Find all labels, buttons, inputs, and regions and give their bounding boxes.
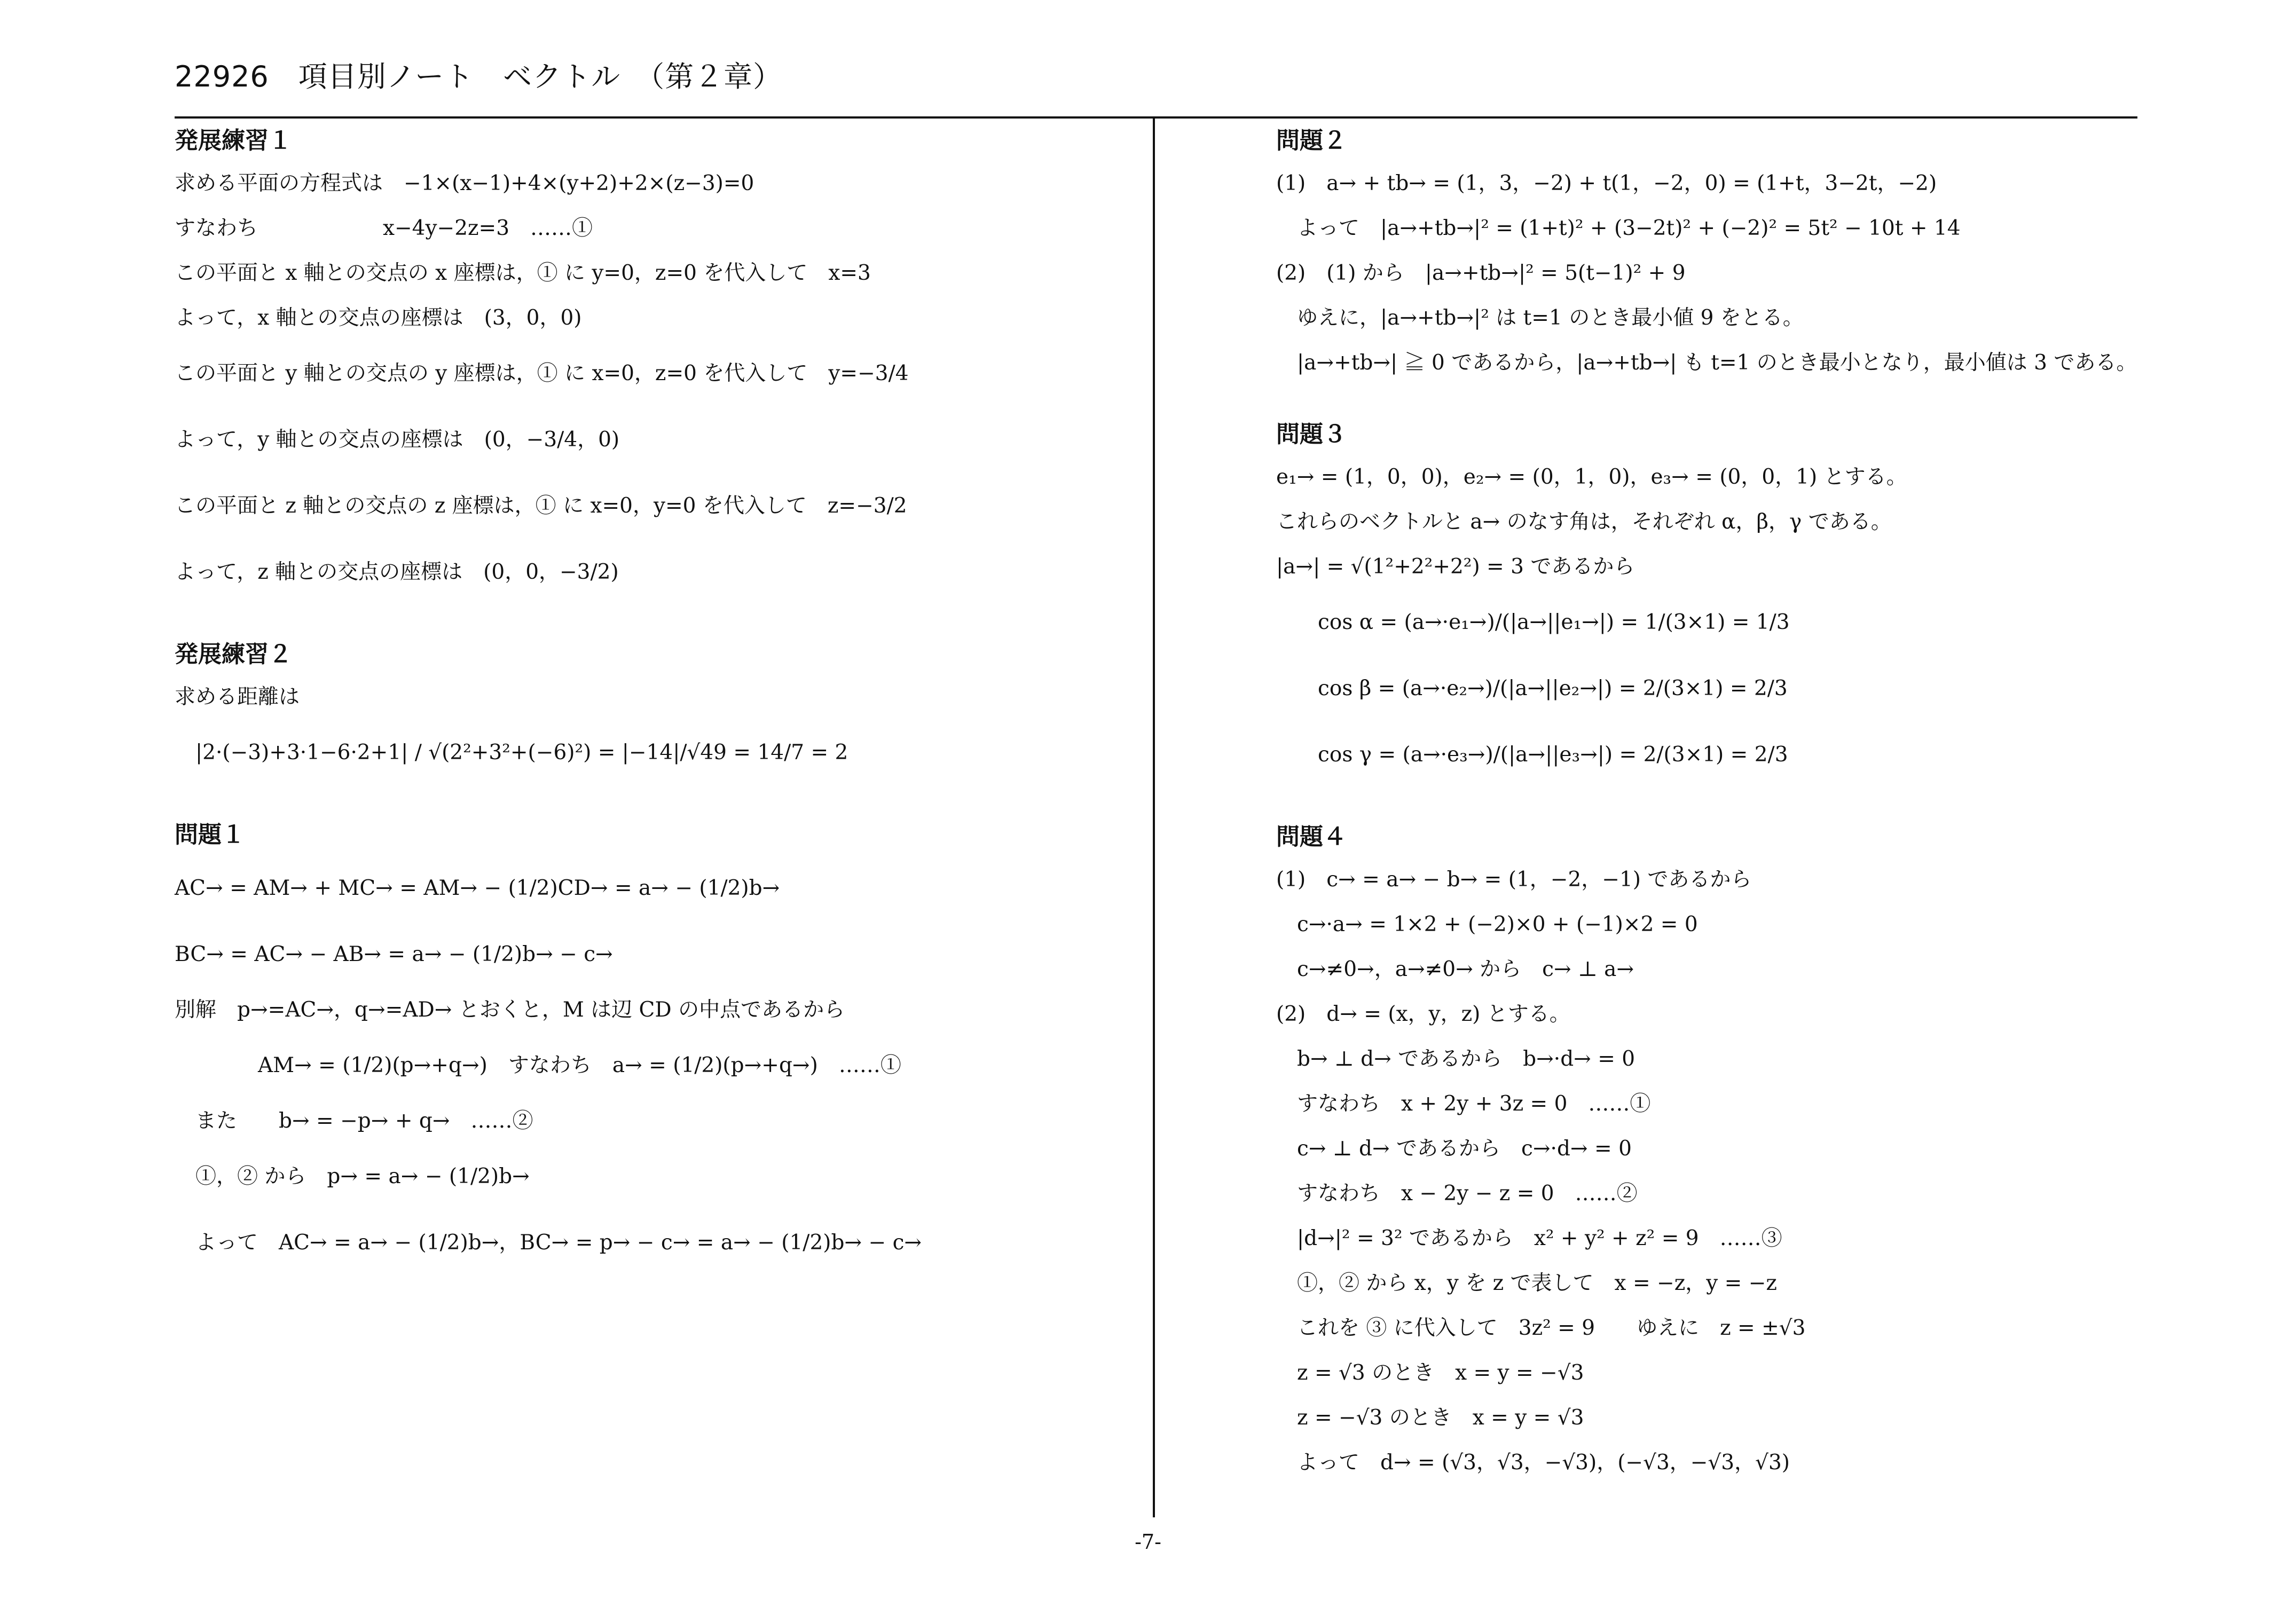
text-line: c→ ⊥ d→ であるから c→·d→ = 0 xyxy=(1276,1137,1632,1161)
text-line: e₁→ = (1，0，0)，e₂→ = (0，1，0)，e₃→ = (0，0，1) とする。 xyxy=(1276,465,1907,489)
text-line: |d→|² = 3² であるから x² + y² + z² = 9 ……③ xyxy=(1276,1226,1782,1250)
text-line: この平面と z 軸との交点の z 座標は，① に x=0，y=0 を代入して z=−3/2 xyxy=(175,494,907,518)
text-line: z = −√3 のとき x = y = √3 xyxy=(1276,1406,1584,1430)
section-mondai-3 xyxy=(1276,418,2130,788)
text-line: また b→ = −p→ + q→ ……② xyxy=(175,1109,533,1133)
text-line: 求める距離は xyxy=(175,685,300,709)
text-line: 別解 p→=AC→，q→=AD→ とおくと，M は辺 CD の中点であるから xyxy=(175,998,845,1022)
text-line: すなわち x−4y−2z=3 ……① xyxy=(175,216,593,240)
text-line: ゆえに，|a→+tb→|² は t=1 のとき最小値 9 をとる。 xyxy=(1276,306,1804,330)
column-divider xyxy=(1153,119,1155,1517)
page-number: -7- xyxy=(1135,1530,1161,1554)
text-line: BC→ = AC→ − AB→ = a→ − (1/2)b→ − c→ xyxy=(175,942,613,966)
text-line: よって AC→ = a→ − (1/2)b→，BC→ = p→ − c→ = a→ − (1/2)b→ − c→ xyxy=(175,1231,922,1255)
text-line: AM→ = (1/2)(p→+q→) すなわち a→ = (1/2)(p→+q→) ……① xyxy=(175,1053,901,1077)
text-line: c→·a→ = 1×2 + (−2)×0 + (−1)×2 = 0 xyxy=(1276,912,1698,936)
text-line: この平面と y 軸との交点の y 座標は，① に x=0，z=0 を代入して y=−3/4 xyxy=(175,361,909,385)
left-column xyxy=(175,122,1136,1276)
text-line: よって，y 軸との交点の座標は (0，−3/4，0) xyxy=(175,428,620,452)
header-rule xyxy=(175,116,2137,119)
text-line: ①，② から x，y を z で表して x = −z，y = −z xyxy=(1276,1271,1777,1295)
text-line: |a→+tb→| ≧ 0 であるから，|a→+tb→| も t=1 のとき最小となり，最小値は 3 である。 xyxy=(1276,351,2137,375)
text-line: これらのベクトルと a→ のなす角は，それぞれ α，β，γ である。 xyxy=(1276,510,1892,534)
section-title: 問題２ xyxy=(1276,127,1347,154)
section-title: 発展練習１ xyxy=(175,127,292,154)
section-title: 問題１ xyxy=(175,821,245,848)
text-line: cos γ = (a→·e₃→)/(|a→||e₃→|) = 2/(3×1) = 2/3 xyxy=(1276,743,1788,767)
text-line: 求める平面の方程式は −1×(x−1)+4×(y+2)+2×(z−3)=0 xyxy=(175,171,754,195)
text-line: よって，x 軸との交点の座標は (3，0，0) xyxy=(175,306,582,330)
text-line: c→≠0→，a→≠0→ から c→ ⊥ a→ xyxy=(1276,957,1634,981)
section-title: 発展練習２ xyxy=(175,641,292,668)
section-mondai-2 xyxy=(1276,124,2137,385)
text-line: これを ③ に代入して 3z² = 9 ゆえに z = ±√3 xyxy=(1276,1316,1806,1340)
text-line: この平面と x 軸との交点の x 座標は，① に y=0，z=0 を代入して x=3 xyxy=(175,261,871,285)
text-line: AC→ = AM→ + MC→ = AM→ − (1/2)CD→ = a→ − (1/2)b→ xyxy=(175,876,780,900)
text-line: b→ ⊥ d→ であるから b→·d→ = 0 xyxy=(1276,1047,1635,1071)
text-line: cos α = (a→·e₁→)/(|a→||e₁→|) = 1/(3×1) = 1/3 xyxy=(1276,610,1790,634)
section-title: 問題３ xyxy=(1276,421,1347,448)
text-line: z = √3 のとき x = y = −√3 xyxy=(1276,1361,1584,1385)
text-line: (1) a→ + tb→ = (1，3，−2) + t(1，−2，0) = (1+t，3−2t，−2) xyxy=(1276,171,1937,195)
section-hatten-renshu-2 xyxy=(175,637,1136,786)
page-header: 22926 項目別ノート ベクトル （第２章） xyxy=(175,60,783,93)
text-line: |a→| = √(1²+2²+2²) = 3 であるから xyxy=(1276,555,1635,579)
text-line: |2·(−3)+3·1−6·2+1| / √(2²+3²+(−6)²) = |−14|/√49 = 14/7 = 2 xyxy=(175,741,848,765)
text-line: (1) c→ = a→ − b→ = (1，−2，−1) であるから xyxy=(1276,868,1752,892)
text-line: よって，z 軸との交点の座標は (0，0，−3/2) xyxy=(175,560,619,584)
right-column xyxy=(1276,122,2137,1485)
text-line: よって d→ = (√3，√3，−√3)，(−√3，−√3，√3) xyxy=(1276,1451,1790,1475)
text-line: よって |a→+tb→|² = (1+t)² + (3−2t)² + (−2)² = 5t² − 10t + 14 xyxy=(1276,216,1961,240)
section-title: 問題４ xyxy=(1276,823,1347,851)
section-mondai-4 xyxy=(1276,820,2130,1485)
section-hatten-renshu-1 xyxy=(175,124,1136,605)
text-line: ①，② から p→ = a→ − (1/2)b→ xyxy=(175,1164,530,1188)
text-line: cos β = (a→·e₂→)/(|a→||e₂→|) = 2/(3×1) = 2/3 xyxy=(1276,676,1788,700)
text-line: (2) (1) から |a→+tb→|² = 5(t−1)² + 9 xyxy=(1276,261,1686,285)
text-line: (2) d→ = (x，y，z) とする。 xyxy=(1276,1002,1570,1026)
text-line: すなわち x + 2y + 3z = 0 ……① xyxy=(1276,1092,1651,1116)
section-mondai-1 xyxy=(175,818,1136,1276)
text-line: すなわち x − 2y − z = 0 ……② xyxy=(1276,1182,1638,1206)
